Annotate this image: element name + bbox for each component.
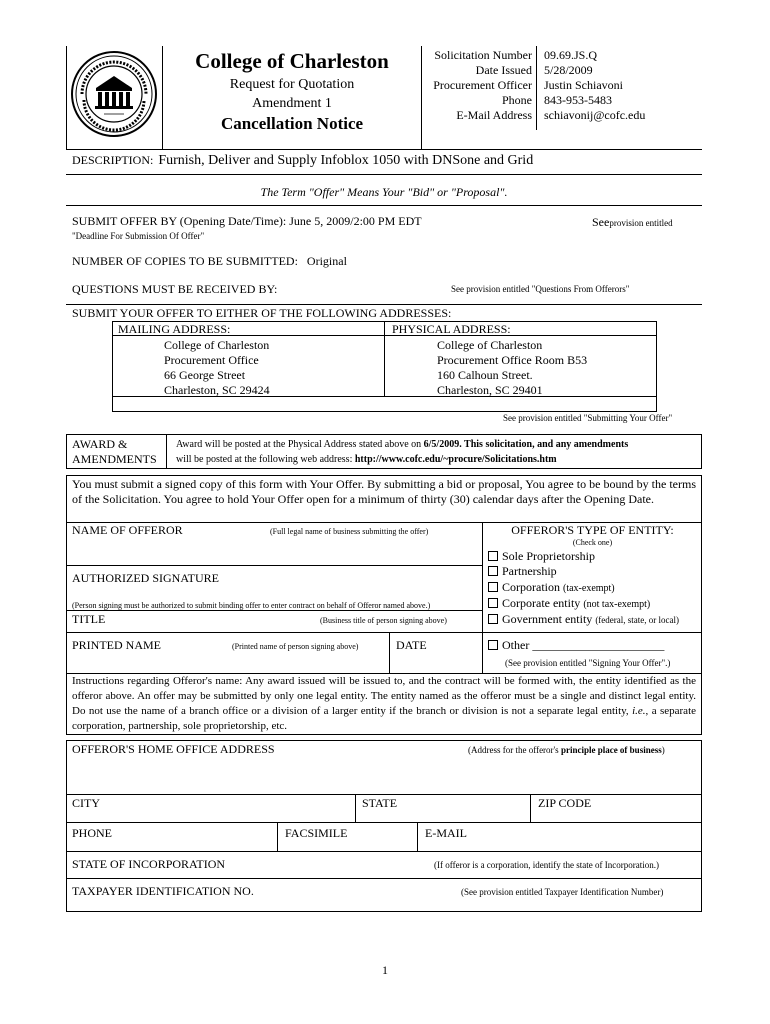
mailing-line: Charleston, SC 29424	[164, 383, 270, 397]
home-office-note	[468, 745, 665, 755]
phone-label: Phone	[502, 93, 532, 107]
title-note: (Business title of person signing above)	[320, 616, 447, 625]
description-text: Furnish, Deliver and Supply Infoblox 1050 with DNSone and Grid	[158, 153, 534, 168]
entity-option-label: Corporation	[502, 579, 560, 594]
fax-divider	[277, 822, 278, 851]
entity-option-label: Government entity	[502, 612, 593, 627]
entity-heading: OFFEROR'S TYPE OF ENTITY:	[511, 523, 674, 537]
email-value: schiavonij@cofc.edu	[544, 108, 646, 122]
entity-option-government-entity[interactable]	[488, 612, 679, 628]
entity-option-other[interactable]	[488, 638, 664, 653]
signing-offer-see: (See provision entitled "Signing Your Offer".)	[505, 658, 671, 668]
date-issued-value: 5/28/2009	[544, 63, 593, 77]
entity-option-note: (not tax-exempt)	[583, 598, 651, 610]
state-of-incorporation-label: STATE OF INCORPORATION	[72, 857, 226, 871]
award-text-3: will be posted at the following web address:	[176, 454, 353, 465]
name-of-offeror-field[interactable]	[72, 538, 476, 562]
info-divider	[536, 46, 537, 130]
date-issued-label: Date Issued	[475, 63, 532, 77]
submit-by-see	[592, 215, 673, 230]
date-divider	[389, 632, 390, 674]
procurement-officer-label: Procurement Officer	[433, 78, 532, 92]
auth-rule	[66, 610, 482, 611]
printed-name-note: (Printed name of person signing above)	[232, 642, 359, 651]
physical-address-label: PHYSICAL ADDRESS:	[392, 322, 511, 336]
home-office-note-pre: (Address for the offeror's	[468, 745, 559, 755]
checkbox[interactable]	[488, 598, 498, 608]
incorp-rule	[66, 851, 702, 852]
address-divider	[384, 321, 385, 396]
home-office-label: OFFEROR'S HOME OFFICE ADDRESS	[72, 742, 275, 756]
solicitation-number-label: Solicitation Number	[434, 48, 532, 62]
page-number: 1	[382, 963, 388, 977]
authorized-signature-note: (Person signing must be authorized to submit binding offer to enter contract on behalf of Offeror named above.)	[72, 601, 431, 610]
award-text	[176, 437, 696, 467]
instructions-text-1: Instructions regarding Offeror's name: Any award issued will be issued to, and the contract will be formed with, the entity identified as the offeror above. An offer may be submitted by only one legal entity. The entity named as the offeror must be a single and distinct legal entity. Do not use the name of a branch office or a division of a larger entity if the branch or division is not a separate legal entity,	[72, 675, 696, 717]
checkbox[interactable]	[488, 566, 498, 576]
college-name: College of Charleston	[195, 49, 389, 73]
checkbox[interactable]	[488, 614, 498, 624]
email-label: E-Mail Address	[456, 108, 532, 122]
home-office-note-bold: principle place of business	[560, 745, 662, 755]
title-block	[163, 48, 421, 135]
description-rule	[66, 174, 702, 175]
solicitations-url[interactable]: http://www.cofc.edu/~procure/Solicitations.htm	[354, 454, 557, 465]
date-field[interactable]	[396, 655, 478, 671]
term-rule	[66, 205, 702, 206]
authorized-signature-field[interactable]	[72, 586, 476, 600]
name-rule	[66, 565, 482, 566]
name-of-offeror-label: NAME OF OFFEROR	[72, 523, 183, 537]
entity-option-sole-proprietorship[interactable]	[488, 549, 679, 564]
deadline-provision: "Deadline For Submission Of Offer"	[72, 231, 205, 241]
cancellation-notice: Cancellation Notice	[220, 114, 364, 133]
checkbox[interactable]	[488, 640, 498, 650]
header-bottom-rule	[66, 149, 702, 150]
instructions-text-2: , a separate corporation, partnership, sole proprietorship, etc.	[72, 705, 697, 732]
other-label: Other	[502, 638, 530, 652]
left-border	[66, 46, 67, 150]
entity-option-corporation[interactable]	[488, 580, 679, 596]
amendment-label: Amendment 1	[252, 96, 332, 111]
addresses-heading: SUBMIT YOUR OFFER TO EITHER OF THE FOLLOWING ADDRESSES:	[72, 306, 452, 320]
description-label: DESCRIPTION:	[72, 153, 154, 167]
printed-name-field[interactable]	[72, 655, 384, 671]
physical-address-lines	[437, 338, 587, 398]
printed-name-label: PRINTED NAME	[72, 638, 161, 652]
city-label: CITY	[72, 796, 100, 810]
entity-option-note: (federal, state, or local)	[595, 615, 680, 626]
mailing-line: College of Charleston	[164, 338, 270, 352]
info-labels	[422, 48, 532, 123]
state-divider	[355, 794, 356, 822]
info-values	[544, 48, 694, 123]
entity-options	[488, 549, 679, 628]
home-office-note-post: )	[661, 745, 665, 755]
award-text-2: . This solicitation, and any amendments	[459, 439, 629, 450]
solicitation-number-value: 09.69.JS.Q	[544, 48, 598, 62]
zip-divider	[530, 794, 531, 822]
mailing-address-lines	[164, 338, 270, 398]
state-label: STATE	[362, 796, 398, 810]
award-label-line: AWARD &	[72, 437, 128, 451]
description-row	[72, 153, 533, 169]
binding-intro: You must submit a signed copy of this form with Your Offer. By submitting a bid or proposal, You agree to be bound by the terms of the Solicitation. You agree to hold Your Offer open for a minimum of thirty (30) calendar days after the Opening Date.	[72, 477, 696, 506]
email-divider	[417, 822, 418, 851]
award-label-line: AMENDMENTS	[72, 452, 157, 466]
copies-value: Original	[306, 254, 347, 268]
phone-label: PHONE	[72, 826, 113, 840]
award-divider	[166, 434, 167, 469]
entity-option-label: Partnership	[502, 564, 557, 579]
checkbox[interactable]	[488, 551, 498, 561]
copies-label: NUMBER OF COPIES TO BE SUBMITTED:	[72, 254, 298, 268]
entity-rule	[482, 632, 702, 633]
rfq-label: Request for Quotation	[229, 77, 355, 92]
term-note: The Term "Offer" Means Your "Bid" or "Proposal".	[260, 185, 508, 199]
mailing-line: Procurement Office	[164, 353, 259, 367]
title-field[interactable]	[110, 612, 310, 628]
authorized-signature-label: AUTHORIZED SIGNATURE	[72, 571, 219, 585]
entity-option-note: (tax-exempt)	[563, 582, 615, 594]
copies-row	[72, 254, 347, 269]
title-rule	[66, 632, 482, 633]
physical-line: Charleston, SC 29401	[437, 383, 543, 397]
physical-line: Procurement Office Room B53	[437, 353, 588, 367]
email-field-label: E-MAIL	[425, 826, 467, 840]
name-of-offeror-note: (Full legal name of business submitting the offer)	[270, 527, 429, 536]
phone-rule	[66, 822, 702, 823]
physical-line: 160 Calhoun Street.	[437, 368, 533, 382]
tax-rule	[66, 878, 702, 879]
title-label: TITLE	[72, 612, 106, 626]
date-label: DATE	[396, 638, 427, 652]
college-seal-logo	[70, 50, 158, 138]
offeror-name-instructions	[72, 674, 696, 734]
checkbox[interactable]	[488, 582, 498, 592]
see-prefix: See	[592, 215, 610, 229]
submitting-offer-see: See provision entitled "Submitting Your Offer"	[503, 413, 673, 423]
taxpayer-id-label: TAXPAYER IDENTIFICATION NO.	[72, 884, 254, 898]
physical-line: College of Charleston	[437, 338, 543, 352]
taxpayer-id-note: (See provision entitled Taxpayer Identification Number)	[461, 887, 664, 897]
see-rest: provision entitled	[609, 218, 673, 228]
entity-option-corporate-entity[interactable]	[488, 596, 679, 612]
other-blank[interactable]: ______________________	[532, 638, 665, 652]
award-date: 6/5/2009	[423, 439, 460, 450]
zip-code-label: ZIP CODE	[538, 796, 592, 810]
submit-by-text: SUBMIT OFFER BY (Opening Date/Time): June 5, 2009/2:00 PM EDT	[72, 214, 422, 228]
mailing-address-label: MAILING ADDRESS:	[118, 322, 231, 336]
questions-label: QUESTIONS MUST BE RECEIVED BY:	[72, 282, 278, 296]
facsimile-label: FACSIMILE	[285, 826, 348, 840]
entity-option-label: Sole Proprietorship	[502, 549, 595, 563]
procurement-officer-value: Justin Schiavoni	[544, 78, 624, 92]
instructions-ie: i.e.	[632, 705, 646, 717]
state-of-incorporation-note: (If offeror is a corporation, identify the state of Incorporation.)	[434, 860, 659, 870]
check-one-note: (Check one)	[572, 538, 613, 547]
city-rule	[66, 794, 702, 795]
questions-see: See provision entitled "Questions From Offerors"	[451, 284, 630, 294]
home-office-address-field[interactable]	[72, 758, 696, 790]
addresses-top-rule	[66, 304, 702, 305]
phone-value: 843-953-5483	[544, 93, 612, 107]
mailing-line: 66 George Street	[164, 368, 246, 382]
award-text-1: Award will be posted at the Physical Address stated above on	[176, 439, 422, 450]
entity-option-partnership[interactable]	[488, 564, 679, 579]
entity-option-label: Corporate entity	[502, 595, 581, 610]
award-label	[72, 437, 157, 467]
